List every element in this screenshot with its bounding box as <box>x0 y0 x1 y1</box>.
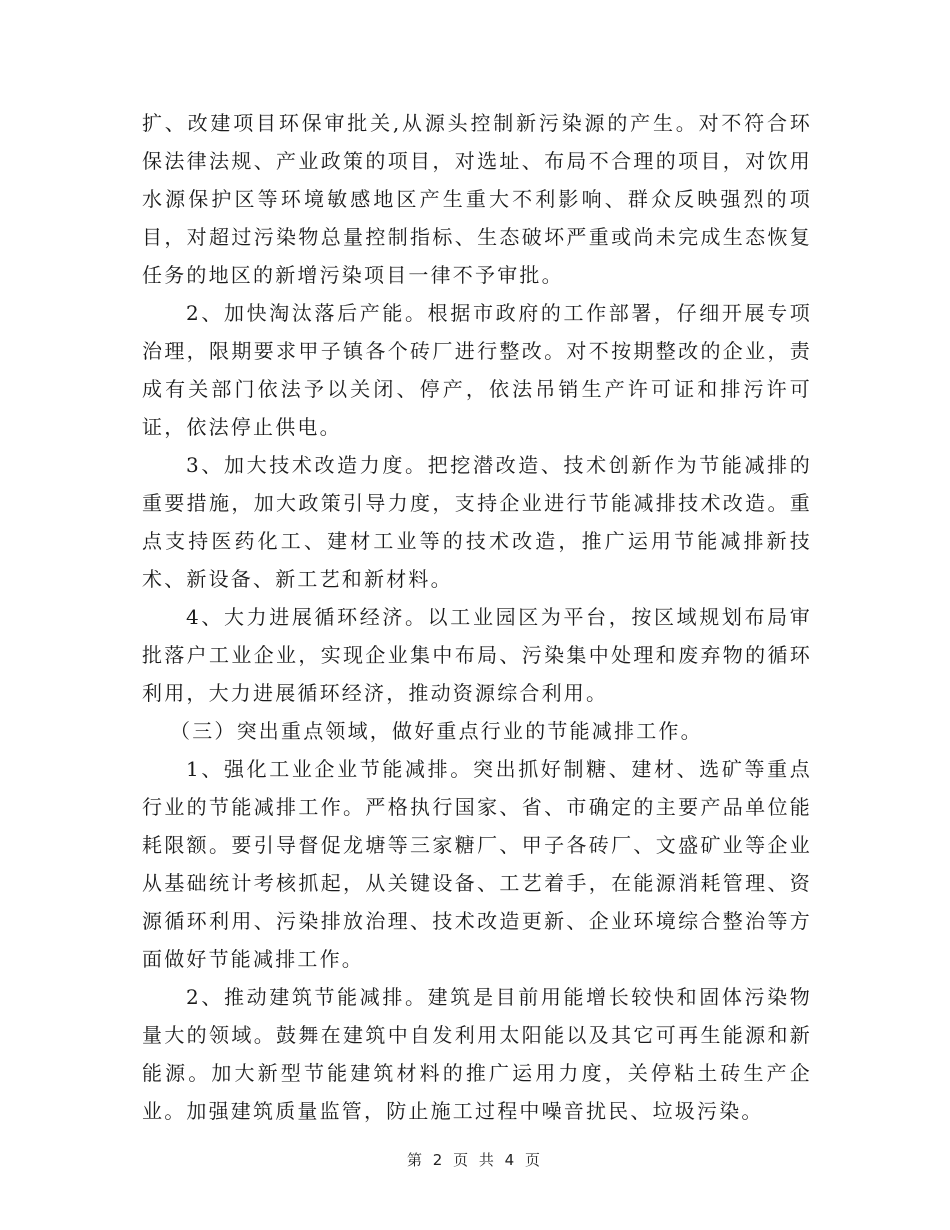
paragraph-item-3: 3、加大技术改造力度。把挖潜改造、技术创新作为节能减排的重要措施，加大政策引导力度，支持企业进行节能减排技术改造。重点支持医药化工、建材工业等的技术改造，推广运用节能减排新技术、新设备、新工艺和新材料。 <box>142 453 812 591</box>
footer-current-page: 2 <box>432 1151 446 1169</box>
footer-suffix: 页 <box>525 1151 544 1169</box>
section-heading: （三）突出重点领域，做好重点行业的节能减排工作。 <box>170 719 703 743</box>
paragraph-item-2b: 2、推动建筑节能减排。建筑是目前用能增长较快和固体污染物量大的领域。鼓舞在建筑中自发利用太阳能以及其它可再生能源和新能源。加大新型节能建筑材料的推广运用力度，关停粘土砖生产企业。加强建筑质量监管，防止施工过程中噪音扰民、垃圾污染。 <box>142 985 812 1123</box>
page-footer <box>0 1150 950 1170</box>
footer-prefix: 第 <box>406 1151 425 1169</box>
paragraph-item-2: 2、加快淘汰落后产能。根据市政府的工作部署，仔细开展专项治理，限期要求甲子镇各个砖厂进行整改。对不按期整改的企业，责成有关部门依法予以关闭、停产，依法吊销生产许可证和排污许可证，依法停止供电。 <box>142 301 812 439</box>
document-body <box>142 104 812 1130</box>
paragraph-continuation: 扩、改建项目环保审批关,从源头控制新污染源的产生。对不符合环保法律法规、产业政策的项目，对选址、布局不合理的项目，对饮用水源保护区等环境敏感地区产生重大不利影响、群众反映强烈的项目，对超过污染物总量控制指标、生态破坏严重或尚未完成生态恢复任务的地区的新增污染项目一律不予审批。 <box>142 111 812 287</box>
footer-middle: 页 共 <box>453 1151 497 1169</box>
footer-total-pages: 4 <box>504 1151 518 1169</box>
paragraph-item-4: 4、大力进展循环经济。以工业园区为平台，按区域规划布局审批落户工业企业，实现企业集中布局、污染集中处理和废弃物的循环利用，大力进展循环经济，推动资源综合利用。 <box>142 605 812 705</box>
paragraph-item-1: 1、强化工业企业节能减排。突出抓好制糖、建材、选矿等重点行业的节能减排工作。严格执行国家、省、市确定的主要产品单位能耗限额。要引导督促龙塘等三家糖厂、甲子各砖厂、文盛矿业等企业从基础统计考核抓起，从关键设备、工艺着手，在能源消耗管理、资源循环利用、污染排放治理、技术改造更新、企业环境综合整治等方面做好节能减排工作。 <box>142 757 812 971</box>
